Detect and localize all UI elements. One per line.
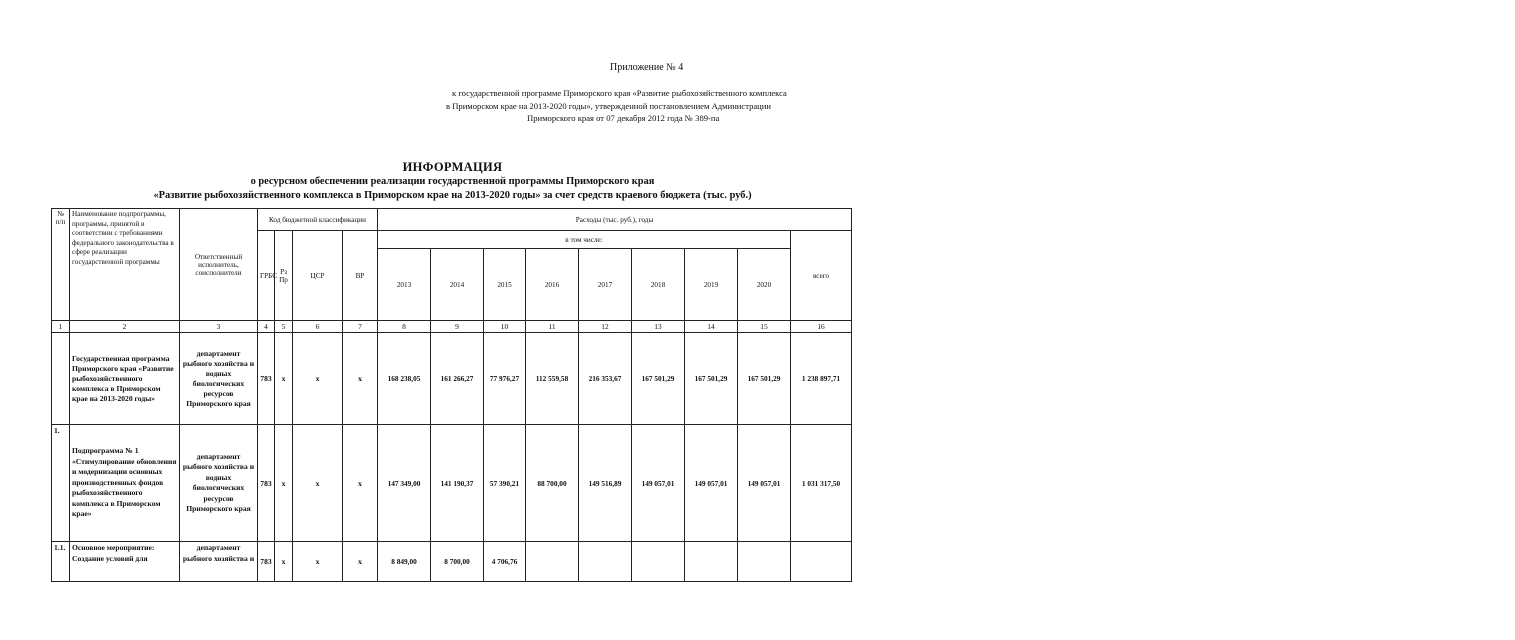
row-value: 77 976,27 — [484, 333, 526, 425]
row-value: 57 390,21 — [484, 425, 526, 542]
row-rzpr: х — [275, 425, 293, 542]
column-number: 16 — [791, 321, 852, 333]
appendix-line-3: Приморского края от 07 декабря 2012 года № 389-па — [527, 113, 720, 123]
row-value: 167 501,29 — [632, 333, 685, 425]
column-number: 11 — [526, 321, 579, 333]
row-value: 88 700,00 — [526, 425, 579, 542]
header-year: 2016 — [526, 249, 579, 321]
row-value — [632, 542, 685, 582]
table-row — [52, 542, 852, 582]
row-vr: х — [343, 333, 378, 425]
row-name: Государственная программа Приморского края «Развитие рыбохозяйственного комплекса в Приморском крае на 2013-2020 годы» — [70, 333, 180, 425]
row-value: 216 353,67 — [579, 333, 632, 425]
row-total — [791, 542, 852, 582]
column-number: 3 — [180, 321, 258, 333]
document-subtitle-2: «Развитие рыбохозяйственного комплекса в Приморском крае на 2013-2020 годы» за счет средств краевого бюджета (тыс. руб.) — [153, 190, 752, 201]
row-executor: департамент рыбного хозяйства и водных биологических ресурсов Приморского края — [180, 333, 258, 425]
column-number: 7 — [343, 321, 378, 333]
row-value: 149 057,01 — [738, 425, 791, 542]
column-numbers-row — [52, 321, 852, 333]
row-value: 141 190,37 — [431, 425, 484, 542]
row-value: 8 849,00 — [378, 542, 431, 582]
row-rzpr: х — [275, 333, 293, 425]
header-num: № п/п — [52, 209, 70, 321]
row-total: 1 031 317,50 — [791, 425, 852, 542]
column-number: 14 — [685, 321, 738, 333]
header-year: 2015 — [484, 249, 526, 321]
row-vr: х — [343, 425, 378, 542]
appendix-line-1: к государственной программе Приморского края «Развитие рыбохозяйственного комплекса — [452, 88, 787, 98]
row-value: 149 057,01 — [632, 425, 685, 542]
row-num: 1. — [52, 425, 70, 542]
header-rzpr: Рз Пр — [275, 231, 293, 321]
column-number: 6 — [293, 321, 343, 333]
column-number: 5 — [275, 321, 293, 333]
row-value — [738, 542, 791, 582]
appendix-line-2: в Приморском крае на 2013-2020 годы», утвержденной постановлением Администрации — [446, 101, 771, 111]
header-grbs: ГРБС — [258, 231, 275, 321]
row-value — [579, 542, 632, 582]
header-row-1 — [52, 209, 852, 231]
column-number: 1 — [52, 321, 70, 333]
document-subtitle-1: о ресурсном обеспечении реализации государственной программы Приморского края — [250, 176, 655, 187]
header-year: 2019 — [685, 249, 738, 321]
row-vr: х — [343, 542, 378, 582]
row-value: 161 266,27 — [431, 333, 484, 425]
header-total: всего — [791, 231, 852, 321]
table-row — [52, 333, 852, 425]
row-csr: х — [293, 333, 343, 425]
header-budget-code: Код бюджетной классификации — [258, 209, 378, 231]
column-number: 10 — [484, 321, 526, 333]
row-value: 8 700,00 — [431, 542, 484, 582]
row-value: 167 501,29 — [685, 333, 738, 425]
row-value — [526, 542, 579, 582]
header-year: 2014 — [431, 249, 484, 321]
header-executor: Ответственный исполнитель, соисполнители — [180, 209, 258, 321]
column-number: 2 — [70, 321, 180, 333]
row-value: 4 706,76 — [484, 542, 526, 582]
row-executor: департамент рыбного хозяйства и водных биологических ресурсов Приморского края — [180, 425, 258, 542]
column-number: 4 — [258, 321, 275, 333]
header-year: 2017 — [579, 249, 632, 321]
header-expenses: Расходы (тыс. руб.), годы — [378, 209, 852, 231]
row-csr: х — [293, 425, 343, 542]
column-number: 12 — [579, 321, 632, 333]
funding-table — [51, 208, 852, 582]
row-value: 149 057,01 — [685, 425, 738, 542]
header-csr: ЦСР — [293, 231, 343, 321]
column-number: 9 — [431, 321, 484, 333]
appendix-title: Приложение № 4 — [610, 62, 684, 73]
column-number: 8 — [378, 321, 431, 333]
row-total: 1 238 897,71 — [791, 333, 852, 425]
row-rzpr: х — [275, 542, 293, 582]
row-executor: департамент рыбного хозяйства и — [180, 542, 258, 582]
row-csr: х — [293, 542, 343, 582]
header-name: Наименование подпрограммы, программы, принятой в соответствии с требованиями федерального законодательства в сфере реализации государственной программы — [70, 209, 180, 321]
row-grbs: 783 — [258, 333, 275, 425]
document-title: ИНФОРМАЦИЯ — [402, 160, 503, 174]
table-row — [52, 425, 852, 542]
row-value: 147 349,00 — [378, 425, 431, 542]
header-year: 2020 — [738, 249, 791, 321]
row-name: Основное мероприятие: Создание условий для — [70, 542, 180, 582]
row-value: 149 516,89 — [579, 425, 632, 542]
row-value: 167 501,29 — [738, 333, 791, 425]
header-year: 2013 — [378, 249, 431, 321]
row-value: 112 559,58 — [526, 333, 579, 425]
row-num — [52, 333, 70, 425]
row-grbs: 783 — [258, 425, 275, 542]
row-name: Подпрограмма № 1 «Стимулирование обновления и модернизации основных производственных фондов рыбохозяйственного комплекса в Приморском крае» — [70, 425, 180, 542]
header-including: в том числе: — [378, 231, 791, 249]
column-number: 13 — [632, 321, 685, 333]
header-year: 2018 — [632, 249, 685, 321]
header-vr: ВР — [343, 231, 378, 321]
row-value: 168 238,05 — [378, 333, 431, 425]
row-value — [685, 542, 738, 582]
column-number: 15 — [738, 321, 791, 333]
row-grbs: 783 — [258, 542, 275, 582]
row-num: 1.1. — [52, 542, 70, 582]
